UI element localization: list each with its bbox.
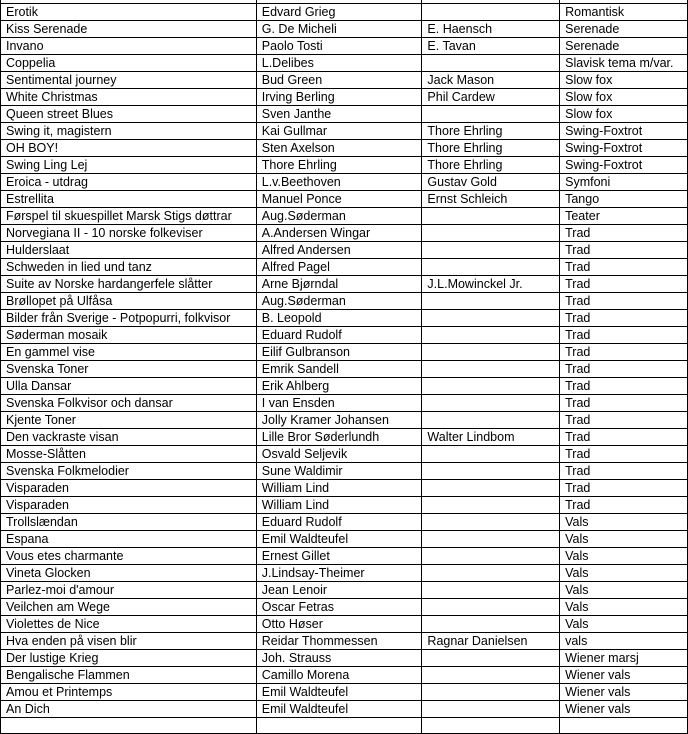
table-row [1,242,688,259]
cell-composer[interactable]: J.Lindsay-Theimer [256,565,422,582]
cell-genre[interactable]: Trad [560,480,688,497]
cell-genre[interactable]: Vals [560,531,688,548]
cell-composer[interactable]: Irving Berling [256,89,422,106]
cell-title[interactable]: Sentimental journey [1,72,257,89]
table-row [1,361,688,378]
cell-genre[interactable]: Wiener vals [560,667,688,684]
cell-composer[interactable] [256,718,422,734]
table-row [1,157,688,174]
cell-genre[interactable]: Vals [560,582,688,599]
cell-genre[interactable]: Slow fox [560,106,688,123]
cell-composer[interactable]: Oscar Fetras [256,599,422,616]
cell-genre[interactable]: Swing-Foxtrot [560,123,688,140]
cell-genre[interactable]: Trad [560,446,688,463]
cell-arranger[interactable]: Thore Ehrling [422,140,560,157]
cell-arranger[interactable] [422,446,560,463]
cell-genre[interactable]: Vals [560,599,688,616]
cell-title[interactable]: Kjente Toner [1,412,257,429]
cell-title[interactable]: Svenska Toner [1,361,257,378]
cell-title[interactable]: Erotik [1,4,257,21]
cell-composer[interactable]: Emil Waldteufel [256,531,422,548]
table-row [1,21,688,38]
cell-genre[interactable]: vals [560,633,688,650]
cell-genre[interactable]: Serenade [560,21,688,38]
table-row [1,446,688,463]
cell-title[interactable]: Svenska Folkmelodier [1,463,257,480]
cell-title[interactable]: Norvegiana II - 10 norske folkeviser [1,225,257,242]
cell-composer[interactable]: Emil Waldteufel [256,701,422,718]
cell-composer[interactable]: Thore Ehrling [256,157,422,174]
table-row [1,72,688,89]
cell-genre[interactable]: Vals [560,514,688,531]
cell-arranger[interactable]: Thore Ehrling [422,157,560,174]
cell-arranger[interactable]: Jack Mason [422,72,560,89]
cell-genre[interactable]: Trad [560,327,688,344]
cell-genre[interactable]: Teater [560,208,688,225]
cell-composer[interactable]: Lille Bror Søderlundh [256,429,422,446]
table-row [1,395,688,412]
cell-composer[interactable]: Manuel Ponce [256,191,422,208]
cell-title[interactable]: Visparaden [1,497,257,514]
cell-composer[interactable]: B. Leopold [256,310,422,327]
cell-composer[interactable]: Edvard Grieg [256,4,422,21]
cell-arranger[interactable] [422,514,560,531]
cell-genre[interactable]: Trad [560,310,688,327]
cell-arranger[interactable] [422,106,560,123]
table-row [1,633,688,650]
table-row [1,599,688,616]
cell-arranger[interactable]: E. Haensch [422,21,560,38]
cell-genre[interactable]: Trad [560,293,688,310]
cell-title[interactable]: Hva enden på visen blir [1,633,257,650]
cell-title[interactable]: Ulla Dansar [1,378,257,395]
cell-title[interactable]: Mosse-Slåtten [1,446,257,463]
table-row [1,378,688,395]
cell-title[interactable]: An Dich [1,701,257,718]
table-row [1,497,688,514]
cell-genre[interactable]: Trad [560,395,688,412]
cell-arranger[interactable] [422,242,560,259]
cell-composer[interactable]: Emrik Sandell [256,361,422,378]
cell-title[interactable]: En gammel vise [1,344,257,361]
cell-arranger[interactable] [422,344,560,361]
table-row [1,701,688,718]
cell-composer[interactable]: Jean Lenoir [256,582,422,599]
cell-title[interactable]: Svenska Folkvisor och dansar [1,395,257,412]
cell-composer[interactable]: Ernest Gillet [256,548,422,565]
cell-composer[interactable]: Erik Ahlberg [256,378,422,395]
cell-genre[interactable]: Vals [560,548,688,565]
cell-title[interactable]: Queen street Blues [1,106,257,123]
cell-composer[interactable]: Eduard Rudolf [256,514,422,531]
cell-genre[interactable]: Slow fox [560,72,688,89]
cell-genre[interactable]: Trad [560,463,688,480]
cell-genre[interactable]: Trad [560,412,688,429]
table-row [1,55,688,72]
cell-arranger[interactable] [422,395,560,412]
table-row [1,208,688,225]
cell-composer[interactable]: G. De Micheli [256,21,422,38]
cell-arranger[interactable] [422,361,560,378]
cell-composer[interactable]: Aug.Søderman [256,208,422,225]
cell-composer[interactable]: William Lind [256,497,422,514]
cell-arranger[interactable] [422,548,560,565]
cell-arranger[interactable]: Thore Ehrling [422,123,560,140]
cell-arranger[interactable] [422,208,560,225]
cell-arranger[interactable] [422,497,560,514]
cell-arranger[interactable]: Ernst Schleich [422,191,560,208]
cell-title[interactable]: Bengalische Flammen [1,667,257,684]
cell-composer[interactable]: Camillo Morena [256,667,422,684]
cell-title[interactable]: Eroica - utdrag [1,174,257,191]
cell-arranger[interactable] [422,310,560,327]
cell-title[interactable]: Schweden in lied und tanz [1,259,257,276]
cell-title[interactable]: Amou et Printemps [1,684,257,701]
cell-genre[interactable]: Tango [560,191,688,208]
cell-composer[interactable]: Eduard Rudolf [256,327,422,344]
cell-arranger[interactable]: Gustav Gold [422,174,560,191]
cell-composer[interactable]: L.v.Beethoven [256,174,422,191]
cell-title[interactable]: Swing Ling Lej [1,157,257,174]
cell-title[interactable]: Parlez-moi d'amour [1,582,257,599]
table-row [1,140,688,157]
cell-genre[interactable]: Trad [560,242,688,259]
cell-arranger[interactable] [422,327,560,344]
table-row [1,565,688,582]
table-row [1,174,688,191]
cell-composer[interactable]: Aug.Søderman [256,293,422,310]
cell-genre[interactable]: Romantisk [560,4,688,21]
table-row [1,327,688,344]
table-row [1,89,688,106]
table-row [1,276,688,293]
cell-genre[interactable]: Vals [560,565,688,582]
cell-composer[interactable]: Sune Waldimir [256,463,422,480]
cell-title[interactable]: Violettes de Nice [1,616,257,633]
cell-genre[interactable]: Swing-Foxtrot [560,157,688,174]
cell-genre[interactable]: Wiener vals [560,701,688,718]
cell-composer[interactable]: Sten Axelson [256,140,422,157]
cell-title[interactable]: Veilchen am Wege [1,599,257,616]
cell-genre[interactable]: Vals [560,616,688,633]
cell-genre[interactable]: Wiener vals [560,684,688,701]
cell-arranger[interactable] [422,684,560,701]
cell-composer[interactable]: Eilif Gulbranson [256,344,422,361]
cell-arranger[interactable] [422,225,560,242]
cell-arranger[interactable] [422,582,560,599]
table-row [1,718,688,734]
cell-arranger[interactable]: E. Tavan [422,38,560,55]
cell-arranger[interactable]: J.L.Mowinckel Jr. [422,276,560,293]
table-row [1,225,688,242]
cell-genre[interactable]: Trad [560,259,688,276]
cell-genre[interactable]: Trad [560,378,688,395]
cell-arranger[interactable] [422,616,560,633]
cell-arranger[interactable]: Walter Lindbom [422,429,560,446]
cell-title[interactable]: Vous etes charmante [1,548,257,565]
cell-genre[interactable]: Trad [560,497,688,514]
cell-genre[interactable] [560,718,688,734]
cell-arranger[interactable] [422,565,560,582]
cell-composer[interactable]: William Lind [256,480,422,497]
cell-composer[interactable]: Joh. Strauss [256,650,422,667]
table-row [1,106,688,123]
cell-title[interactable]: Kiss Serenade [1,21,257,38]
cell-title[interactable]: Espana [1,531,257,548]
cell-composer[interactable]: Jolly Kramer Johansen [256,412,422,429]
cell-arranger[interactable] [422,667,560,684]
table-row [1,514,688,531]
cell-genre[interactable]: Trad [560,225,688,242]
cell-composer[interactable]: Alfred Andersen [256,242,422,259]
cell-arranger[interactable] [422,718,560,734]
table-row [1,38,688,55]
cell-arranger[interactable] [422,701,560,718]
cell-arranger[interactable] [422,259,560,276]
cell-composer[interactable]: Paolo Tosti [256,38,422,55]
table-row [1,667,688,684]
table-row [1,616,688,633]
cell-composer[interactable]: I van Ensden [256,395,422,412]
cell-genre[interactable]: Symfoni [560,174,688,191]
cell-genre[interactable]: Swing-Foxtrot [560,140,688,157]
cell-title[interactable]: Den vackraste visan [1,429,257,446]
cell-title[interactable]: Coppelia [1,55,257,72]
cell-arranger[interactable] [422,4,560,21]
cell-arranger[interactable] [422,531,560,548]
cell-title[interactable]: Førspel til skuespillet Marsk Stigs døttrar [1,208,257,225]
cell-composer[interactable]: Arne Bjørndal [256,276,422,293]
cell-title[interactable]: Vineta Glocken [1,565,257,582]
table-row [1,293,688,310]
cell-title[interactable]: OH BOY! [1,140,257,157]
cell-genre[interactable]: Slavisk tema m/var. [560,55,688,72]
cell-arranger[interactable] [422,480,560,497]
cell-title[interactable] [1,718,257,734]
cell-arranger[interactable]: Phil Cardew [422,89,560,106]
cell-arranger[interactable] [422,599,560,616]
table-row [1,123,688,140]
cell-genre[interactable]: Wiener marsj [560,650,688,667]
table-row [1,582,688,599]
cell-composer[interactable]: Reidar Thommessen [256,633,422,650]
cell-title[interactable]: Trollslændan [1,514,257,531]
cell-arranger[interactable] [422,55,560,72]
cell-title[interactable]: Hulderslaat [1,242,257,259]
table-row [1,531,688,548]
cell-genre[interactable]: Trad [560,429,688,446]
cell-arranger[interactable] [422,378,560,395]
cell-composer[interactable]: Kai Gullmar [256,123,422,140]
cell-title[interactable]: Invano [1,38,257,55]
cell-genre[interactable]: Trad [560,276,688,293]
cell-genre[interactable]: Trad [560,344,688,361]
cell-composer[interactable]: Sven Janthe [256,106,422,123]
table-row [1,463,688,480]
cell-composer[interactable]: Osvald Seljevik [256,446,422,463]
cell-title[interactable]: Søderman mosaik [1,327,257,344]
cell-arranger[interactable] [422,412,560,429]
table-row [1,259,688,276]
cell-title[interactable]: Visparaden [1,480,257,497]
cell-genre[interactable]: Serenade [560,38,688,55]
table-row [1,4,688,21]
table-row [1,412,688,429]
cell-title[interactable]: Suite av Norske hardangerfele slåtter [1,276,257,293]
table-row [1,548,688,565]
cell-composer[interactable]: Emil Waldteufel [256,684,422,701]
cell-composer[interactable]: Otto Høser [256,616,422,633]
table-row [1,310,688,327]
table-row [1,344,688,361]
table-row [1,684,688,701]
cell-composer[interactable]: A.Andersen Wingar [256,225,422,242]
cell-arranger[interactable] [422,650,560,667]
table-row [1,191,688,208]
cell-title[interactable]: Swing it, magistern [1,123,257,140]
cell-arranger[interactable] [422,463,560,480]
cell-genre[interactable]: Slow fox [560,89,688,106]
cell-composer[interactable]: L.Delibes [256,55,422,72]
cell-title[interactable]: Estrellita [1,191,257,208]
cell-title[interactable]: Bilder från Sverige - Potpopurri, folkvisor [1,310,257,327]
cell-title[interactable]: Der lustige Krieg [1,650,257,667]
cell-title[interactable]: White Christmas [1,89,257,106]
cell-genre[interactable]: Trad [560,361,688,378]
cell-arranger[interactable] [422,293,560,310]
table-row [1,429,688,446]
spreadsheet-body [1,0,688,734]
table-row [1,480,688,497]
cell-arranger[interactable]: Ragnar Danielsen [422,633,560,650]
cell-composer[interactable]: Alfred Pagel [256,259,422,276]
cell-composer[interactable]: Bud Green [256,72,422,89]
cell-title[interactable]: Brøllopet på Ulfåsa [1,293,257,310]
table-row [1,650,688,667]
